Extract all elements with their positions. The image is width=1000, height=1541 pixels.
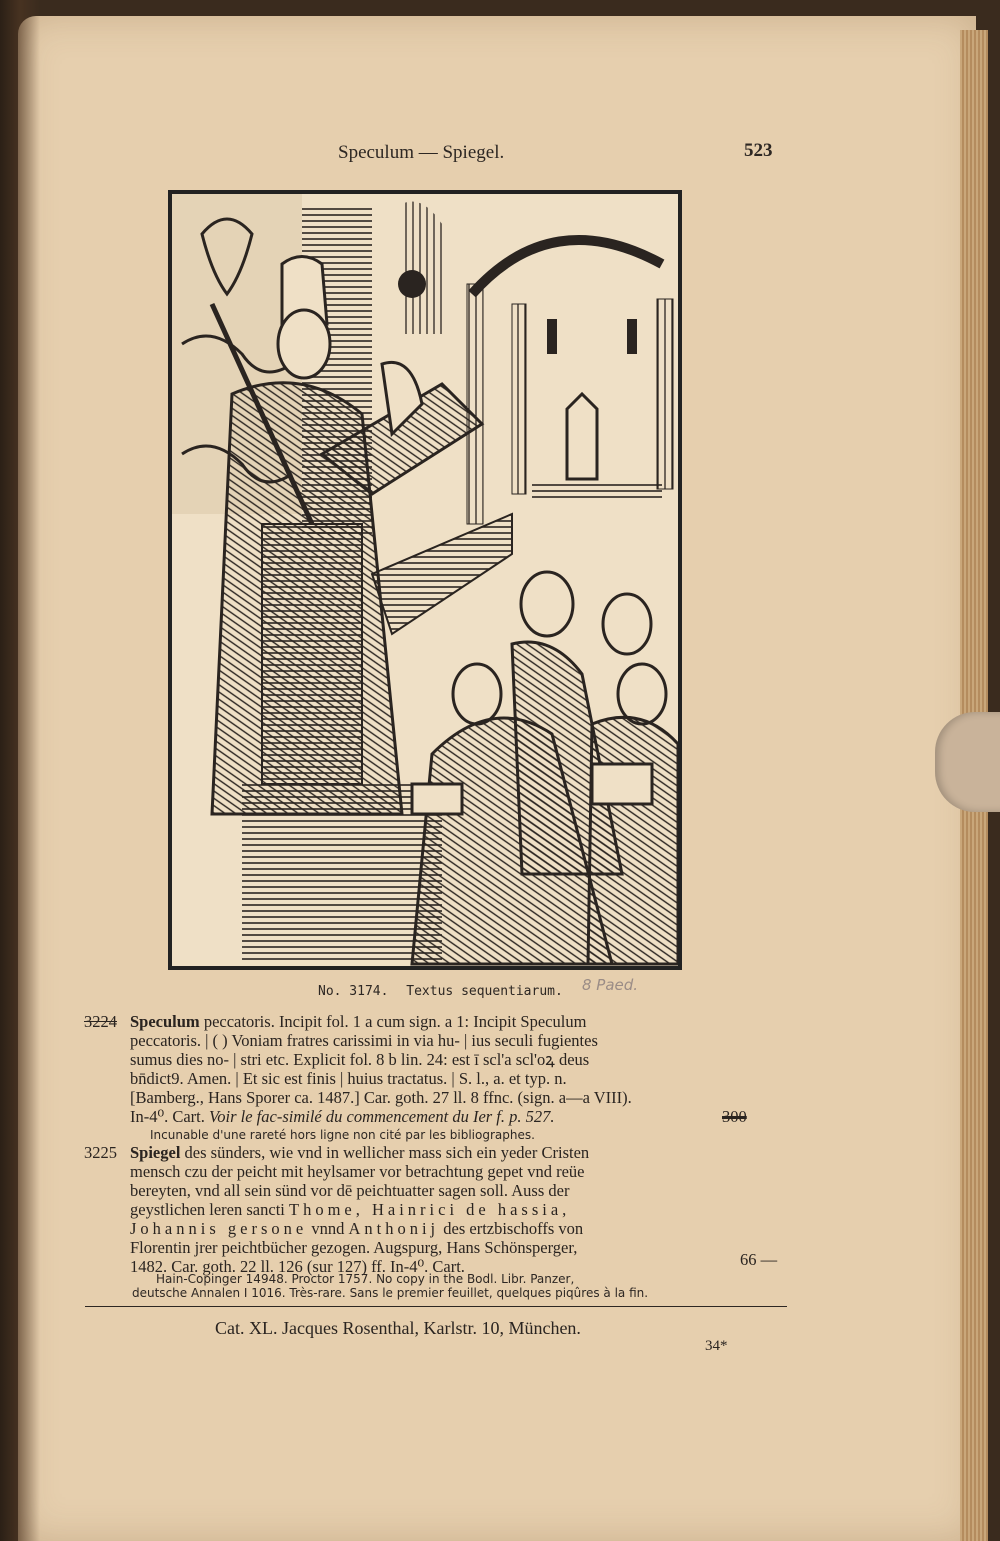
entry-heading: Spiegel	[130, 1143, 181, 1162]
entry-number: 3224	[84, 1012, 117, 1031]
footer-rule	[85, 1306, 787, 1307]
entry-note-3225-line2: deutsche Annalen I 1016. Très-rare. Sans le premier feuillet, quelques piqûres à la fin.	[132, 1286, 649, 1300]
running-title: Speculum — Spiegel.	[338, 142, 505, 163]
entry-line-spaced: Johannis gersone	[130, 1219, 308, 1238]
entry-line: sumus dies no- | stri etc. Explicit fol. 8 b lin. 24: est ī scl'a scl'oꝝ deus	[130, 1050, 590, 1069]
entry-line: peccatoris. | ( ) Voniam fratres carissimi in via hu- | ius seculi fugientes	[130, 1031, 598, 1050]
signature-mark: 34*	[705, 1338, 728, 1354]
entry-line: bereyten, vnd all sein sünd vor dē peichtuatter sagen soll. Auss der	[130, 1181, 570, 1200]
entry-number: 3225	[84, 1143, 117, 1162]
pencil-annotation: 8 Paed.	[582, 976, 639, 994]
book-spine	[0, 0, 40, 1541]
entry-price-3224: 300	[722, 1107, 747, 1126]
woodcut-image	[172, 194, 678, 966]
entry-line: geystlichen leren sancti	[130, 1200, 289, 1219]
entry-line: mensch czu der peicht mit heylsamer vor betrachtung gepet vnd reüe	[130, 1162, 585, 1181]
entry-3224	[84, 1012, 730, 1126]
entry-line: peccatoris. Incipit fol. 1 a cum sign. a 1: Incipit Speculum	[199, 1012, 587, 1031]
entry-3225	[84, 1143, 730, 1276]
entry-line-spaced: Anthonij	[348, 1219, 440, 1238]
caption-title: Textus sequentiarum.	[406, 984, 563, 999]
entry-reference: Voir le fac-similé du commencement du Ier f. p. 527.	[209, 1107, 555, 1126]
entry-line: In-4⁰. Cart.	[130, 1107, 210, 1126]
entry-note-3225-line1: Hain-Copinger 14948. Proctor 1757. No copy in the Bodl. Libr. Panzer,	[156, 1272, 575, 1286]
entry-line: des sünders, wie vnd in wellicher mass sich ein yeder Cristen	[180, 1143, 590, 1162]
entry-line-spaced: Thome, Hainrici de hassia,	[288, 1200, 571, 1219]
entry-line: des ertzbischoffs von	[439, 1219, 584, 1238]
page-clip	[935, 712, 1000, 812]
woodcut-illustration	[168, 190, 682, 970]
entry-note-3224: Incunable d'une rareté hors ligne non cité par les bibliographes.	[150, 1128, 535, 1142]
entry-line: [Bamberg., Hans Sporer ca. 1487.] Car. goth. 27 ll. 8 ffnc. (sign. a—a VIII).	[130, 1088, 632, 1107]
entry-body	[130, 1143, 730, 1276]
entry-line: vnnd	[307, 1219, 349, 1238]
entry-price-3225: 66 —	[740, 1250, 778, 1269]
caption-number: No. 3174.	[318, 984, 389, 999]
entry-line: bn̄dict9. Amen. | Et sic est finis | huius tractatus. | S. l., a. et typ. n.	[130, 1069, 567, 1088]
footer-imprint: Cat. XL. Jacques Rosenthal, Karlstr. 10, München.	[215, 1318, 581, 1338]
figure-caption	[318, 984, 573, 999]
page-number: 523	[744, 140, 773, 161]
entry-heading: Speculum	[130, 1012, 200, 1031]
entry-line: Florentin jrer peichtbücher gezogen. Augspurg, Hans Schönsperger,	[130, 1238, 578, 1257]
entry-line: 1482. Car. goth. 22 ll. 126 (sur 127) ff. In-4⁰. Cart.	[130, 1257, 465, 1276]
entry-body	[130, 1012, 730, 1126]
